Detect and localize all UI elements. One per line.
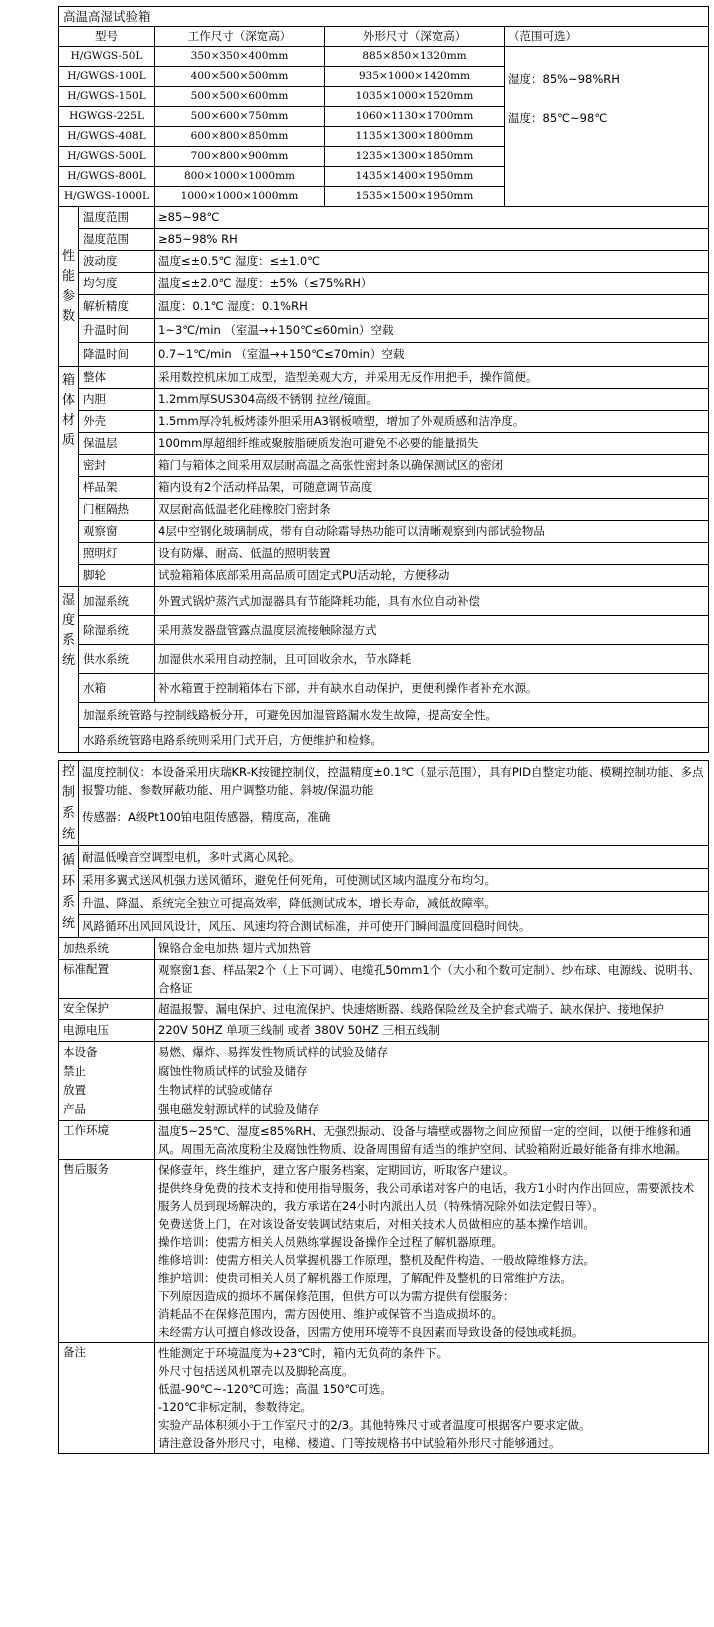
work-size: 500×500×600mm: [155, 87, 325, 107]
model-row: [59, 47, 709, 67]
work-size: 800×1000×1000mm: [155, 167, 325, 187]
remark-item: 外尺寸包括送风机罩壳以及脚轮高度。: [158, 1364, 354, 1378]
service-label: 售后服务: [59, 1160, 155, 1343]
cabinet-value: 箱内设有2个活动样品架，可随意调节高度: [155, 477, 709, 499]
header-outer-size: 外形尺寸（深宽高）: [325, 27, 505, 47]
perf-value: 0.7~1℃/min （室温→+150℃≤70min）空载: [155, 343, 709, 367]
spec-row: [59, 938, 709, 960]
outer-size: 1435×1400×1950mm: [325, 167, 505, 187]
work-size: 1000×1000×1000mm: [155, 187, 325, 207]
perf-value: 温度≤±2.0℃ 湿度：±5%（≤75%RH）: [155, 273, 709, 295]
humidity-label: 除湿系统: [79, 616, 155, 645]
humidity-value: 补水箱置于控制箱体右下部，并有缺水自动保护，更便利操作者补充水源。: [155, 674, 709, 703]
model-name: H/GWGS-1000L: [59, 187, 155, 207]
cabinet-label: 门框隔热: [79, 499, 155, 521]
spec-label: 加热系统: [59, 938, 155, 960]
sheet-title: 高温高湿试验箱: [59, 7, 709, 27]
service-item: 免费送货上门，在对该设备安装调试结束后，对相关技术人员做相应的基本操作培训。: [158, 1217, 595, 1231]
humidity-value: 采用蒸发器盘管露点温度层流接触除湿方式: [155, 616, 709, 645]
outer-size: 1035×1000×1520mm: [325, 87, 505, 107]
cabinet-value: 1.2mm厚SUS304高级不锈钢 拉丝/镜面。: [155, 389, 709, 411]
prohibited-item: 生物试样的试验或储存: [158, 1083, 273, 1097]
control-row: [59, 761, 709, 846]
cabinet-row: [59, 477, 709, 499]
spec-table: [58, 6, 709, 1454]
controller-desc: 温度控制仪：本设备采用庆瑞KR-K按键控制仪，控温精度±0.1℃（显示范围），具有PID自整定功能、模糊控制功能、多点报警功能、参数屏蔽功能、用户调整功能、斜坡/保温功能: [82, 765, 704, 797]
circulation-line: 采用多翼式送风机强力送风循环，避免任何死角，可使测试区域内温度分布均匀。: [79, 869, 709, 892]
cabinet-label: 保温层: [79, 433, 155, 455]
outer-size: 1060×1130×1700mm: [325, 107, 505, 127]
environment-label: 工作环境: [59, 1121, 155, 1160]
cabinet-row: [59, 411, 709, 433]
perf-value: ≥85~98℃: [155, 207, 709, 229]
perf-row: [59, 251, 709, 273]
spec-row: [59, 960, 709, 999]
work-size: 600×800×850mm: [155, 127, 325, 147]
service-list: [155, 1160, 709, 1343]
cabinet-value: 100mm厚超细纤维或聚胺脂硬质发泡可避免不必要的能量损失: [155, 433, 709, 455]
humidity-note-row: [59, 703, 709, 728]
humidity-range: 湿度：85%~98%RH: [508, 72, 620, 86]
cabinet-value: 1.5mm厚冷轧板烤漆外胆采用A3钢板喷塑，增加了外观质感和洁净度。: [155, 411, 709, 433]
circulation-row: [59, 892, 709, 915]
humidity-value: 加湿供水采用自动控制，且可回收余水，节水降耗: [155, 645, 709, 674]
cabinet-value: 双层耐高低温老化硅橡胶门密封条: [155, 499, 709, 521]
cabinet-value: 试验箱箱体底部采用高品质可固定式PU活动轮，方便移动: [155, 565, 709, 587]
service-item: 保修壹年，终生维护，建立客户服务档案，定期回访，听取客户建议。: [158, 1163, 515, 1177]
spec-label: 标准配置: [59, 960, 155, 999]
cabinet-row: [59, 499, 709, 521]
outer-size: 935×1000×1420mm: [325, 67, 505, 87]
service-item: 下列原因造成的损坏不属保修范围，但供方可以为需方提供有偿服务：: [158, 1289, 515, 1303]
outer-size: 1135×1300×1800mm: [325, 127, 505, 147]
header-model: 型号: [59, 27, 155, 47]
prohibited-item: 腐蚀性物质试样的试验及储存: [158, 1064, 308, 1078]
header-range: （范围可选）: [505, 27, 709, 47]
outer-size: 1535×1500×1950mm: [325, 187, 505, 207]
cabinet-row: [59, 521, 709, 543]
sensor-desc: 传感器：A级Pt100铂电阻传感器，精度高，准确: [82, 810, 331, 824]
remarks-row: [59, 1343, 709, 1454]
perf-value: 1~3℃/min （室温→+150℃≤60min）空载: [155, 319, 709, 343]
work-size: 350×350×400mm: [155, 47, 325, 67]
service-row: [59, 1160, 709, 1343]
cabinet-label: 观察窗: [79, 521, 155, 543]
model-name: H/GWGS-500L: [59, 147, 155, 167]
work-size: 500×600×750mm: [155, 107, 325, 127]
perf-row: [59, 343, 709, 367]
perf-row: [59, 319, 709, 343]
outer-size: 885×850×1320mm: [325, 47, 505, 67]
work-size: 400×500×500mm: [155, 67, 325, 87]
perf-value: 温度≤±0.5℃ 湿度：≤±1.0℃: [155, 251, 709, 273]
humidity-group-label: 湿 度 系 统: [59, 587, 79, 753]
model-name: H/GWGS-100L: [59, 67, 155, 87]
perf-value: ≥85~98% RH: [155, 229, 709, 251]
cabinet-row: [59, 455, 709, 477]
circulation-row: [59, 846, 709, 869]
header-work-size: 工作尺寸（深宽高）: [155, 27, 325, 47]
control-group-label: 控 制 系 统: [59, 761, 79, 846]
spec-value: 超温报警、漏电保护、过电流保护、快速熔断器、线路保险丝及全护套式端子、缺水保护、接地保护: [155, 999, 709, 1020]
remark-item: 性能测定于环境温度为+23℃时，箱内无负荷的条件下。: [158, 1346, 449, 1360]
spec-sheet: [58, 6, 708, 1454]
circulation-line: 耐温低噪音空调型电机，多叶式离心风轮。: [79, 846, 709, 869]
cabinet-value: 箱门与箱体之间采用双层耐高温之高张性密封条以确保测试区的密闭: [155, 455, 709, 477]
perf-label: 升温时间: [79, 319, 155, 343]
control-content: [79, 761, 709, 846]
environment-text: 温度5~25℃、湿度≤85%RH、无强烈振动、设备与墙壁或器物之间应预留一定的空间，以便于维修和通风。周围无高浓度粉尘及腐蚀性物质、设备周围留有适当的维护空间、试验箱附近最好能备有排水地漏。: [155, 1121, 709, 1160]
cabinet-row: [59, 433, 709, 455]
service-item: 未经需方认可擅自修改设备，因需方使用环境等不良因素而导致设备的侵蚀或耗损。: [158, 1325, 584, 1339]
remarks-label: 备注: [59, 1343, 155, 1454]
perf-row: [59, 207, 709, 229]
circulation-row: [59, 869, 709, 892]
outer-size: 1235×1300×1850mm: [325, 147, 505, 167]
prohibited-list: [155, 1042, 709, 1121]
circulation-line: 升温、降温、系统完全独立可提高效率，降低测试成本，增长寿命，减低故障率。: [79, 892, 709, 915]
perf-label: 温度范围: [79, 207, 155, 229]
prohibited-row: [59, 1042, 709, 1121]
spec-label: 电源电压: [59, 1020, 155, 1042]
section-gap: [59, 753, 709, 761]
humidity-row: [59, 645, 709, 674]
perf-row: [59, 229, 709, 251]
circulation-row: [59, 915, 709, 938]
remark-item: 低温-90℃~-120℃可选；高温 150℃可选。: [158, 1382, 392, 1396]
prohibited-item: 易燃、爆炸、易挥发性物质试样的试验及储存: [158, 1045, 388, 1059]
work-size: 700×800×900mm: [155, 147, 325, 167]
cabinet-row: [59, 367, 709, 389]
model-name: H/GWGS-150L: [59, 87, 155, 107]
humidity-note: 水路系统管路电路系统则采用门式开启，方便维护和检修。: [79, 728, 709, 753]
humidity-note: 加湿系统管路与控制线路板分开，可避免因加湿管路漏水发生故障，提高安全性。: [79, 703, 709, 728]
service-item: 消耗品不在保修范围内，需方因使用、维护或保管不当造成损坏的。: [158, 1307, 503, 1321]
service-item: 维护培训：使贵司相关人员了解机器工作原理，了解配件及整机的日常维护方法。: [158, 1271, 572, 1285]
circulation-group-label: 循 环 系 统: [59, 846, 79, 938]
cabinet-group-label: 箱 体 材 质: [59, 367, 79, 587]
cabinet-label: 脚轮: [79, 565, 155, 587]
remarks-list: [155, 1343, 709, 1454]
cabinet-label: 外壳: [79, 411, 155, 433]
cabinet-row: [59, 389, 709, 411]
perf-label: 降温时间: [79, 343, 155, 367]
cabinet-label: 照明灯: [79, 543, 155, 565]
perf-label: 均匀度: [79, 273, 155, 295]
spec-row: [59, 999, 709, 1020]
remark-item: 实验产品体积须小于工作室尺寸的2/3。其他特殊尺寸或者温度可根据客户要求定做。: [158, 1418, 591, 1432]
cabinet-value: 4层中空钢化玻璃制成，带有自动除霜导热功能可以清晰观察到内部试验物品: [155, 521, 709, 543]
model-name: H/GWGS-50L: [59, 47, 155, 67]
humidity-label: 加湿系统: [79, 587, 155, 616]
humidity-row: [59, 674, 709, 703]
spec-value: 镍铬合金电加热 翅片式加热管: [155, 938, 709, 960]
humidity-label: 供水系统: [79, 645, 155, 674]
perf-group-label: 性 能 参 数: [59, 207, 79, 367]
cabinet-label: 密封: [79, 455, 155, 477]
service-item: 维修培训：使需方相关人员掌握机器工作原理，整机及配件构造、一般故障维修方法。: [158, 1253, 595, 1267]
cabinet-row: [59, 543, 709, 565]
spec-value: 220V 50HZ 单项三线制 或者 380V 50HZ 三相五线制: [155, 1020, 709, 1042]
cabinet-label: 整体: [79, 367, 155, 389]
perf-row: [59, 295, 709, 319]
perf-row: [59, 273, 709, 295]
prohibited-label: 本设备 禁止 放置 产品: [59, 1042, 155, 1121]
spec-row: [59, 1020, 709, 1042]
humidity-label: 水箱: [79, 674, 155, 703]
humidity-row: [59, 616, 709, 645]
models-header-row: [59, 27, 709, 47]
humidity-row: [59, 587, 709, 616]
cabinet-value: 采用数控机床加工成型，造型美观大方，并采用无反作用把手，操作简便。: [155, 367, 709, 389]
model-name: H/GWGS-408L: [59, 127, 155, 147]
perf-label: 解析精度: [79, 295, 155, 319]
remark-item: -120℃非标定制，参数待定。: [158, 1400, 313, 1414]
model-name: H/GWGS-800L: [59, 167, 155, 187]
perf-label: 波动度: [79, 251, 155, 273]
spec-value: 观察窗1套、样品架2个（上下可调）、电缆孔50mm1个（大小和个数可定制）、纱布球、电源线、说明书、合格证: [155, 960, 709, 999]
service-item: 提供终身免费的技术支持和使用指导服务，我公司承诺对客户的电话，我方1小时内作出回应，需要派技术服务人员到现场解决的，我方承诺在24小时内派出人员（特殊情况除外如法定假日等）。: [158, 1181, 695, 1213]
cabinet-value: 设有防爆、耐高、低温的照明装置: [155, 543, 709, 565]
temp-range: 温度：85℃~98℃: [508, 111, 608, 125]
range-cell: [505, 47, 709, 207]
circulation-line: 风路循环出风回风设计，风压、风速均符合测试标准，并可使开门瞬间温度回稳时间快。: [79, 915, 709, 938]
spec-label: 安全保护: [59, 999, 155, 1020]
environment-row: [59, 1121, 709, 1160]
prohibited-item: 强电磁发射源试样的试验及储存: [158, 1102, 319, 1116]
humidity-note-row: [59, 728, 709, 753]
service-item: 操作培训：使需方相关人员熟练掌握设备操作全过程了解机器原理。: [158, 1235, 503, 1249]
model-name: HGWGS-225L: [59, 107, 155, 127]
remark-item: 请注意设备外形尺寸，电梯、楼道、门等按规格书中试验箱外形尺寸能够通过。: [158, 1436, 561, 1450]
cabinet-row: [59, 565, 709, 587]
cabinet-label: 内胆: [79, 389, 155, 411]
humidity-value: 外置式锅炉蒸汽式加湿器具有节能降耗功能，具有水位自动补偿: [155, 587, 709, 616]
perf-label: 湿度范围: [79, 229, 155, 251]
cabinet-label: 样品架: [79, 477, 155, 499]
perf-value: 温度：0.1℃ 湿度：0.1%RH: [155, 295, 709, 319]
